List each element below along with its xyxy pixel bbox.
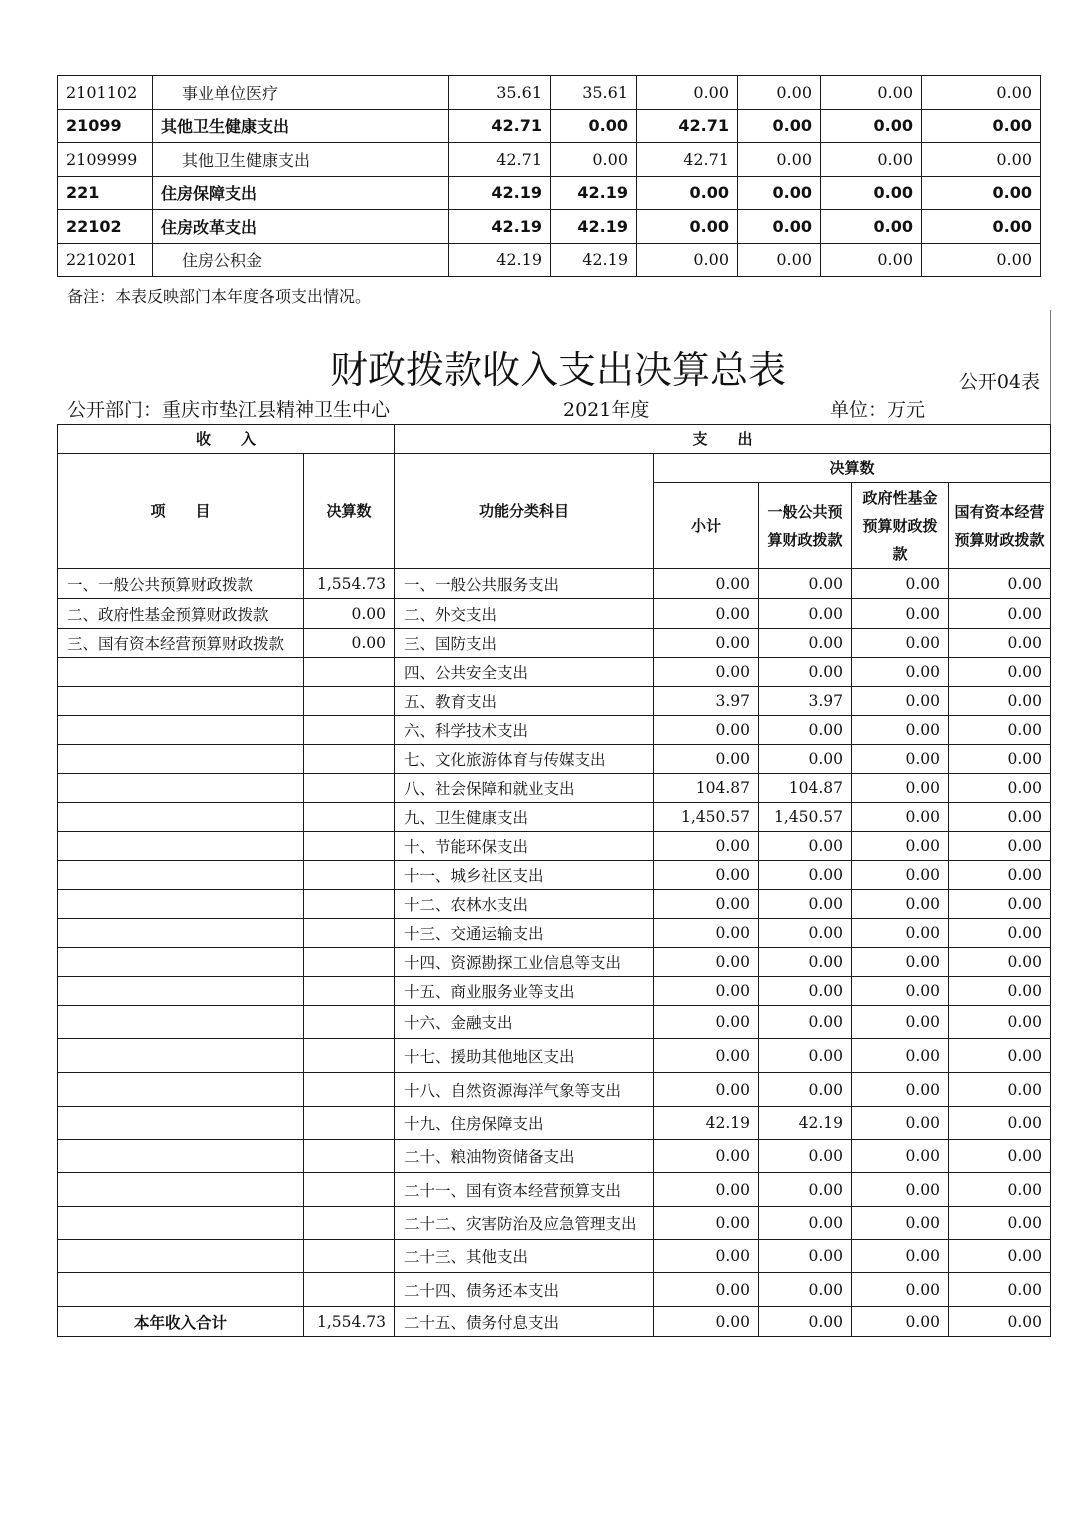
state-capital-amount: 0.00 <box>949 1039 1051 1073</box>
summary-table-row <box>58 1240 1051 1273</box>
state-capital-amount: 0.00 <box>949 658 1051 687</box>
income-amount: 0.00 <box>304 599 395 629</box>
general-budget-amount: 0.00 <box>759 658 852 687</box>
expense-subtotal: 0.00 <box>654 1273 759 1307</box>
state-capital-amount: 0.00 <box>949 948 1051 977</box>
top-row-value: 35.61 <box>449 76 551 110</box>
general-budget-amount: 0.00 <box>759 1073 852 1107</box>
income-amount: 0.00 <box>304 629 395 658</box>
expense-subject: 八、社会保障和就业支出 <box>395 774 654 803</box>
income-amount <box>304 948 395 977</box>
government-fund-amount: 0.00 <box>852 745 949 774</box>
government-fund-amount: 0.00 <box>852 774 949 803</box>
summary-table-row <box>58 1307 1051 1337</box>
state-capital-amount: 0.00 <box>949 1207 1051 1240</box>
top-row-value: 0.00 <box>821 109 922 143</box>
government-fund-amount: 0.00 <box>852 948 949 977</box>
top-row-value: 0.00 <box>922 243 1041 277</box>
general-budget-amount: 0.00 <box>759 832 852 861</box>
general-budget-amount: 0.00 <box>759 629 852 658</box>
income-total-label: 本年收入合计 <box>58 1307 304 1337</box>
income-item: 三、国有资本经营预算财政拨款 <box>58 629 304 658</box>
general-budget-amount: 0.00 <box>759 745 852 774</box>
government-fund-amount: 0.00 <box>852 629 949 658</box>
top-row-value: 0.00 <box>738 176 821 210</box>
top-row-value: 42.71 <box>449 109 551 143</box>
top-row-name: 住房公积金 <box>153 243 449 277</box>
summary-table-row <box>58 599 1051 629</box>
expense-subtotal: 0.00 <box>654 861 759 890</box>
top-row-code: 221 <box>58 176 153 210</box>
table-note: 备注：本表反映部门本年度各项支出情况。 <box>67 287 372 306</box>
income-item <box>58 1173 304 1207</box>
expense-subject: 二十、粮油物资储备支出 <box>395 1140 654 1173</box>
expense-subject: 九、卫生健康支出 <box>395 803 654 832</box>
expense-subtotal: 1,450.57 <box>654 803 759 832</box>
income-amount <box>304 1039 395 1073</box>
expense-subtotal: 0.00 <box>654 948 759 977</box>
expense-subtotal: 0.00 <box>654 890 759 919</box>
expense-subtotal: 104.87 <box>654 774 759 803</box>
general-budget-header: 一般公共预算财政拨款 <box>759 483 852 569</box>
general-budget-amount: 0.00 <box>759 1240 852 1273</box>
top-row-value: 0.00 <box>821 243 922 277</box>
government-fund-amount: 0.00 <box>852 1307 949 1337</box>
expense-subject: 二十四、债务还本支出 <box>395 1273 654 1307</box>
top-row-value: 0.00 <box>821 76 922 110</box>
top-row-value: 0.00 <box>821 176 922 210</box>
top-row-value: 0.00 <box>738 243 821 277</box>
general-budget-amount: 42.19 <box>759 1107 852 1140</box>
state-capital-amount: 0.00 <box>949 687 1051 716</box>
expense-subtotal: 0.00 <box>654 569 759 599</box>
expense-subtotal: 0.00 <box>654 1173 759 1207</box>
income-amount <box>304 687 395 716</box>
state-capital-amount: 0.00 <box>949 1173 1051 1207</box>
top-row-value: 0.00 <box>551 109 637 143</box>
top-row-value: 42.71 <box>449 143 551 177</box>
state-capital-amount: 0.00 <box>949 1107 1051 1140</box>
expense-subject: 十一、城乡社区支出 <box>395 861 654 890</box>
summary-table-row <box>58 629 1051 658</box>
state-capital-amount: 0.00 <box>949 1006 1051 1039</box>
income-item <box>58 977 304 1006</box>
income-total-amount: 1,554.73 <box>304 1307 395 1337</box>
top-row-value: 0.00 <box>738 109 821 143</box>
government-fund-amount: 0.00 <box>852 1006 949 1039</box>
expense-subtotal: 0.00 <box>654 599 759 629</box>
summary-table-row <box>58 1140 1051 1173</box>
top-row-value: 42.19 <box>449 243 551 277</box>
summary-table-row <box>58 832 1051 861</box>
state-capital-header: 国有资本经营预算财政拨款 <box>949 483 1051 569</box>
top-table-row <box>58 76 1041 110</box>
government-fund-amount: 0.00 <box>852 716 949 745</box>
summary-table-row <box>58 948 1051 977</box>
expense-subtotal: 0.00 <box>654 745 759 774</box>
expense-subject: 二十二、灾害防治及应急管理支出 <box>395 1207 654 1240</box>
income-heading: 收 入 <box>58 425 395 454</box>
expense-subject: 二、外交支出 <box>395 599 654 629</box>
top-row-value: 0.00 <box>922 143 1041 177</box>
income-item <box>58 948 304 977</box>
government-fund-amount: 0.00 <box>852 1273 949 1307</box>
top-table-row <box>58 210 1041 244</box>
expense-subtotal: 0.00 <box>654 919 759 948</box>
government-fund-amount: 0.00 <box>852 919 949 948</box>
top-row-value: 0.00 <box>551 143 637 177</box>
summary-table-row <box>58 1273 1051 1307</box>
expense-subtotal: 0.00 <box>654 1140 759 1173</box>
general-budget-amount: 0.00 <box>759 599 852 629</box>
top-row-value: 42.19 <box>449 210 551 244</box>
summary-table-row <box>58 658 1051 687</box>
expense-subtotal: 0.00 <box>654 629 759 658</box>
expense-subject: 二十五、债务付息支出 <box>395 1307 654 1337</box>
government-fund-amount: 0.00 <box>852 977 949 1006</box>
top-row-value: 0.00 <box>738 143 821 177</box>
summary-table-row <box>58 919 1051 948</box>
income-item: 二、政府性基金预算财政拨款 <box>58 599 304 629</box>
expense-subject: 四、公共安全支出 <box>395 658 654 687</box>
government-fund-amount: 0.00 <box>852 658 949 687</box>
summary-table-row <box>58 977 1051 1006</box>
income-item <box>58 861 304 890</box>
income-amount-header: 决算数 <box>304 454 395 569</box>
income-item-header: 项 目 <box>58 454 304 569</box>
top-row-value: 0.00 <box>922 109 1041 143</box>
top-row-value: 0.00 <box>922 176 1041 210</box>
income-amount <box>304 1107 395 1140</box>
summary-table-row <box>58 861 1051 890</box>
summary-table-row <box>58 774 1051 803</box>
top-row-value: 0.00 <box>637 76 738 110</box>
expense-subtotal: 0.00 <box>654 1073 759 1107</box>
income-amount <box>304 832 395 861</box>
expense-subject: 二十三、其他支出 <box>395 1240 654 1273</box>
government-fund-amount: 0.00 <box>852 1107 949 1140</box>
state-capital-amount: 0.00 <box>949 1273 1051 1307</box>
general-budget-amount: 0.00 <box>759 890 852 919</box>
department-label: 公开部门：重庆市垫江县精神卫生中心 <box>67 399 391 421</box>
top-table-row <box>58 176 1041 210</box>
top-row-name: 住房改革支出 <box>153 210 449 244</box>
general-budget-amount: 0.00 <box>759 977 852 1006</box>
expense-subtotal: 0.00 <box>654 716 759 745</box>
income-amount <box>304 716 395 745</box>
summary-table-row <box>58 745 1051 774</box>
page-title: 财政拨款收入支出决算总表 <box>329 348 786 393</box>
income-item <box>58 774 304 803</box>
general-budget-amount: 0.00 <box>759 1173 852 1207</box>
state-capital-amount: 0.00 <box>949 977 1051 1006</box>
top-row-value: 0.00 <box>637 176 738 210</box>
income-amount <box>304 803 395 832</box>
unit-label: 单位：万元 <box>830 399 926 421</box>
income-amount <box>304 890 395 919</box>
expense-subject: 三、国防支出 <box>395 629 654 658</box>
top-table-row <box>58 243 1041 277</box>
top-row-code: 21099 <box>58 109 153 143</box>
expense-subtotal: 0.00 <box>654 1039 759 1073</box>
income-amount <box>304 658 395 687</box>
subtotal-header: 小计 <box>654 483 759 569</box>
table-number: 公开04表 <box>958 371 1040 393</box>
general-budget-amount: 0.00 <box>759 1140 852 1173</box>
top-row-code: 2101102 <box>58 76 153 110</box>
general-budget-amount: 0.00 <box>759 1207 852 1240</box>
expense-subject: 十八、自然资源海洋气象等支出 <box>395 1073 654 1107</box>
general-budget-amount: 0.00 <box>759 1006 852 1039</box>
government-fund-amount: 0.00 <box>852 803 949 832</box>
income-amount <box>304 1173 395 1207</box>
summary-table-row <box>58 1173 1051 1207</box>
expense-subject-header: 功能分类科目 <box>395 454 654 569</box>
state-capital-amount: 0.00 <box>949 919 1051 948</box>
summary-table-row <box>58 687 1051 716</box>
expense-subject: 十七、援助其他地区支出 <box>395 1039 654 1073</box>
expense-subtotal: 0.00 <box>654 977 759 1006</box>
top-row-value: 42.19 <box>551 243 637 277</box>
government-fund-amount: 0.00 <box>852 1207 949 1240</box>
state-capital-amount: 0.00 <box>949 745 1051 774</box>
income-amount <box>304 1140 395 1173</box>
expense-subject: 七、文化旅游体育与传媒支出 <box>395 745 654 774</box>
expense-heading: 支 出 <box>395 425 1051 454</box>
general-budget-amount: 0.00 <box>759 569 852 599</box>
income-amount <box>304 861 395 890</box>
expense-subtotal: 0.00 <box>654 1207 759 1240</box>
state-capital-amount: 0.00 <box>949 1240 1051 1273</box>
government-fund-header: 政府性基金预算财政拨款 <box>852 483 949 569</box>
general-budget-amount: 0.00 <box>759 919 852 948</box>
income-item <box>58 1107 304 1140</box>
top-row-value: 0.00 <box>922 210 1041 244</box>
top-row-name: 其他卫生健康支出 <box>153 109 449 143</box>
expense-subject: 五、教育支出 <box>395 687 654 716</box>
top-row-value: 0.00 <box>738 210 821 244</box>
top-row-code: 2210201 <box>58 243 153 277</box>
expense-subject: 十二、农林水支出 <box>395 890 654 919</box>
top-row-value: 0.00 <box>738 76 821 110</box>
state-capital-amount: 0.00 <box>949 599 1051 629</box>
expense-subject: 六、科学技术支出 <box>395 716 654 745</box>
state-capital-amount: 0.00 <box>949 861 1051 890</box>
income-item <box>58 803 304 832</box>
top-row-value: 42.71 <box>637 109 738 143</box>
expense-subject: 十五、商业服务业等支出 <box>395 977 654 1006</box>
expense-subject: 十四、资源勘探工业信息等支出 <box>395 948 654 977</box>
top-row-code: 22102 <box>58 210 153 244</box>
state-capital-amount: 0.00 <box>949 716 1051 745</box>
state-capital-amount: 0.00 <box>949 1140 1051 1173</box>
income-item <box>58 658 304 687</box>
state-capital-amount: 0.00 <box>949 1307 1051 1337</box>
income-amount <box>304 1073 395 1107</box>
state-capital-amount: 0.00 <box>949 1073 1051 1107</box>
top-table-row <box>58 143 1041 177</box>
expense-subject: 十九、住房保障支出 <box>395 1107 654 1140</box>
state-capital-amount: 0.00 <box>949 890 1051 919</box>
income-amount: 1,554.73 <box>304 569 395 599</box>
government-fund-amount: 0.00 <box>852 1240 949 1273</box>
income-item <box>58 1207 304 1240</box>
income-item: 一、一般公共预算财政拨款 <box>58 569 304 599</box>
expense-subject: 一、一般公共服务支出 <box>395 569 654 599</box>
state-capital-amount: 0.00 <box>949 629 1051 658</box>
top-row-value: 0.00 <box>637 210 738 244</box>
government-fund-amount: 0.00 <box>852 1039 949 1073</box>
top-row-value: 35.61 <box>551 76 637 110</box>
income-amount <box>304 1207 395 1240</box>
financial-appropriation-summary-table <box>57 424 1051 1337</box>
top-row-value: 42.19 <box>551 210 637 244</box>
income-item <box>58 1039 304 1073</box>
top-row-value: 0.00 <box>821 210 922 244</box>
summary-table-row <box>58 716 1051 745</box>
state-capital-amount: 0.00 <box>949 803 1051 832</box>
income-item <box>58 716 304 745</box>
government-fund-amount: 0.00 <box>852 832 949 861</box>
summary-table-row <box>58 1039 1051 1073</box>
income-item <box>58 1006 304 1039</box>
general-budget-amount: 0.00 <box>759 861 852 890</box>
government-fund-amount: 0.00 <box>852 1073 949 1107</box>
state-capital-amount: 0.00 <box>949 832 1051 861</box>
general-budget-amount: 0.00 <box>759 716 852 745</box>
income-amount <box>304 919 395 948</box>
expense-subtotal: 0.00 <box>654 1006 759 1039</box>
final-amount-header: 决算数 <box>654 454 1051 483</box>
income-amount <box>304 1006 395 1039</box>
top-row-name: 其他卫生健康支出 <box>153 143 449 177</box>
expense-subject: 十三、交通运输支出 <box>395 919 654 948</box>
top-row-code: 2109999 <box>58 143 153 177</box>
top-row-value: 0.00 <box>922 76 1041 110</box>
summary-table-row <box>58 1073 1051 1107</box>
income-item <box>58 1073 304 1107</box>
government-fund-amount: 0.00 <box>852 890 949 919</box>
top-row-name: 事业单位医疗 <box>153 76 449 110</box>
income-item <box>58 919 304 948</box>
government-fund-amount: 0.00 <box>852 1173 949 1207</box>
top-row-value: 42.71 <box>637 143 738 177</box>
government-fund-amount: 0.00 <box>852 569 949 599</box>
expense-subtotal: 42.19 <box>654 1107 759 1140</box>
year-label: 2021年度 <box>563 399 650 421</box>
summary-table-row <box>58 1207 1051 1240</box>
top-row-value: 0.00 <box>821 143 922 177</box>
top-table-row <box>58 109 1041 143</box>
general-budget-amount: 3.97 <box>759 687 852 716</box>
top-row-value: 0.00 <box>637 243 738 277</box>
top-row-name: 住房保障支出 <box>153 176 449 210</box>
income-amount <box>304 1273 395 1307</box>
income-amount <box>304 774 395 803</box>
government-fund-amount: 0.00 <box>852 687 949 716</box>
income-item <box>58 1140 304 1173</box>
income-item <box>58 745 304 774</box>
income-item <box>58 890 304 919</box>
top-row-value: 42.19 <box>449 176 551 210</box>
expense-subtotal: 0.00 <box>654 1307 759 1337</box>
expense-subject: 二十一、国有资本经营预算支出 <box>395 1173 654 1207</box>
expense-subtotal: 0.00 <box>654 1240 759 1273</box>
top-row-value: 42.19 <box>551 176 637 210</box>
general-budget-amount: 104.87 <box>759 774 852 803</box>
summary-table-body <box>58 569 1051 1337</box>
expense-subtotal: 0.00 <box>654 658 759 687</box>
general-budget-amount: 0.00 <box>759 1273 852 1307</box>
income-amount <box>304 745 395 774</box>
amount-header-row <box>58 454 1051 483</box>
income-item <box>58 687 304 716</box>
main-header-row <box>58 425 1051 454</box>
general-budget-amount: 0.00 <box>759 1039 852 1073</box>
income-amount <box>304 1240 395 1273</box>
government-fund-amount: 0.00 <box>852 599 949 629</box>
income-item <box>58 1240 304 1273</box>
income-amount <box>304 977 395 1006</box>
state-capital-amount: 0.00 <box>949 774 1051 803</box>
summary-table-row <box>58 1006 1051 1039</box>
income-item <box>58 1273 304 1307</box>
summary-table-row <box>58 569 1051 599</box>
government-fund-amount: 0.00 <box>852 1140 949 1173</box>
summary-table-row <box>58 803 1051 832</box>
expense-subject: 十六、金融支出 <box>395 1006 654 1039</box>
summary-table-row <box>58 890 1051 919</box>
summary-table-row <box>58 1107 1051 1140</box>
top-expense-detail-table <box>57 75 1041 277</box>
expense-subtotal: 3.97 <box>654 687 759 716</box>
income-item <box>58 832 304 861</box>
government-fund-amount: 0.00 <box>852 861 949 890</box>
general-budget-amount: 0.00 <box>759 1307 852 1337</box>
general-budget-amount: 0.00 <box>759 948 852 977</box>
state-capital-amount: 0.00 <box>949 569 1051 599</box>
expense-subject: 十、节能环保支出 <box>395 832 654 861</box>
general-budget-amount: 1,450.57 <box>759 803 852 832</box>
expense-subtotal: 0.00 <box>654 832 759 861</box>
